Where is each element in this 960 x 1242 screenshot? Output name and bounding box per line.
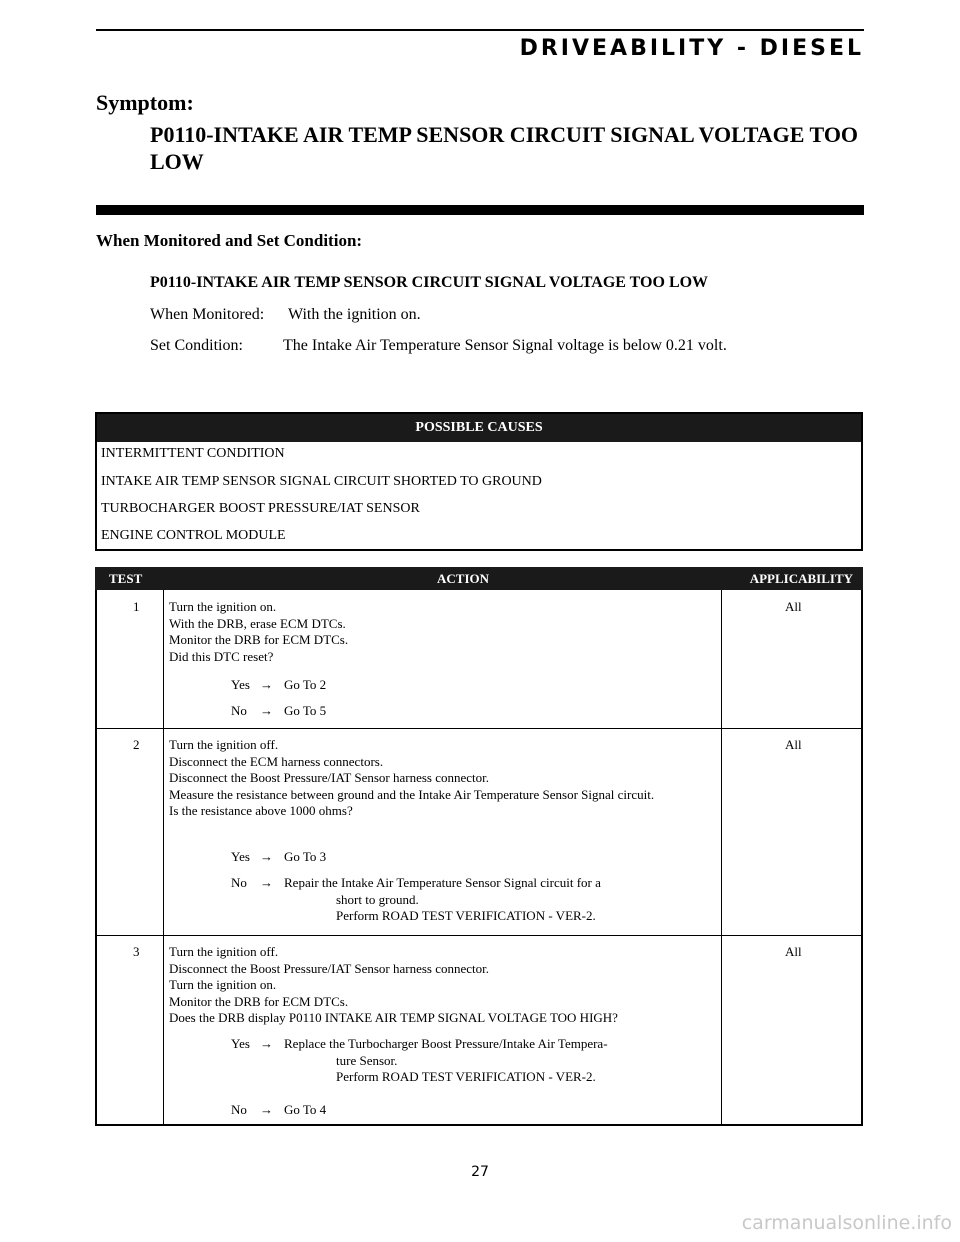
test-action-text — [169, 944, 717, 1027]
test-number: 1 — [133, 599, 140, 614]
yes-result-line: Perform ROAD TEST VERIFICATION - VER-2. — [336, 1069, 596, 1084]
cause-item: ENGINE CONTROL MODULE — [101, 528, 286, 543]
no-result — [284, 875, 709, 925]
action-line: Disconnect the Boost Pressure/IAT Sensor harness connector. — [169, 960, 490, 976]
condition-code-title: P0110-INTAKE AIR TEMP SENSOR CIRCUIT SIGNAL VOLTAGE TOO LOW — [150, 274, 709, 291]
test-action-text — [169, 737, 717, 820]
symptom-title: P0110-INTAKE AIR TEMP SENSOR CIRCUIT SIGNAL VOLTAGE TOO LOW — [150, 122, 859, 174]
applicability-value: All — [785, 944, 802, 959]
no-label: No — [231, 1102, 247, 1117]
possible-causes-heading: POSSIBLE CAUSES — [97, 414, 861, 442]
arrow-icon: → — [260, 1036, 273, 1051]
no-result: Go To 4 — [284, 1102, 327, 1117]
applicability-column-header: APPLICABILITY — [749, 571, 853, 586]
test-table — [95, 590, 863, 1126]
possible-causes-box — [95, 412, 863, 551]
monitored-heading: When Monitored and Set Condition: — [96, 231, 363, 250]
action-line: Did this DTC reset? — [169, 648, 274, 664]
test-action-text — [169, 599, 717, 665]
test-table-header — [95, 567, 863, 590]
no-result-line: Perform ROAD TEST VERIFICATION - VER-2. — [336, 908, 596, 923]
watermark: carmanualsonline.info — [741, 1212, 952, 1234]
action-line: Disconnect the ECM harness connectors. — [169, 753, 384, 769]
arrow-icon: → — [260, 703, 273, 718]
yes-result-line: Replace the Turbocharger Boost Pressure/Intake Air Tempera- — [284, 1036, 608, 1051]
action-line: Turn the ignition on. — [169, 977, 277, 992]
header-rule — [96, 29, 864, 31]
set-condition-value: The Intake Air Temperature Sensor Signal voltage is below 0.21 volt. — [283, 337, 727, 354]
no-result-line: Repair the Intake Air Temperature Sensor Signal circuit for a — [284, 875, 601, 890]
action-line: Monitor the DRB for ECM DTCs. — [169, 632, 349, 647]
when-monitored-label: When Monitored: — [150, 306, 265, 323]
cause-item: TURBOCHARGER BOOST PRESSURE/IAT SENSOR — [101, 501, 420, 516]
applicability-value: All — [785, 599, 802, 614]
yes-result — [284, 1036, 709, 1086]
action-line: Turn the ignition off. — [169, 944, 279, 959]
test-number: 3 — [133, 944, 140, 959]
yes-label: Yes — [231, 1036, 250, 1051]
no-label: No — [231, 703, 247, 718]
action-line: Turn the ignition on. — [169, 599, 277, 614]
no-result: Go To 5 — [284, 703, 327, 718]
arrow-icon: → — [260, 875, 273, 890]
arrow-icon: → — [260, 677, 273, 692]
yes-result-line: ture Sensor. — [336, 1052, 398, 1068]
yes-label: Yes — [231, 849, 250, 864]
action-line: With the DRB, erase ECM DTCs. — [169, 615, 346, 631]
cause-item: INTERMITTENT CONDITION — [101, 446, 285, 461]
action-line: Does the DRB display P0110 INTAKE AIR TEMP SIGNAL VOLTAGE TOO HIGH? — [169, 1010, 618, 1025]
arrow-icon: → — [260, 849, 273, 864]
section-divider — [96, 205, 864, 215]
cause-item: INTAKE AIR TEMP SENSOR SIGNAL CIRCUIT SHORTED TO GROUND — [101, 474, 542, 489]
action-line: Disconnect the Boost Pressure/IAT Sensor harness connector. — [169, 770, 490, 785]
row-divider — [97, 728, 861, 729]
action-line: Measure the resistance between ground and the Intake Air Temperature Sensor Signal circuit. — [169, 786, 655, 802]
page-number: 27 — [471, 1164, 489, 1180]
yes-result: Go To 2 — [284, 677, 327, 692]
action-line: Monitor the DRB for ECM DTCs. — [169, 993, 349, 1009]
when-monitored-value: With the ignition on. — [288, 306, 421, 323]
section-title: DRIVEABILITY - DIESEL — [519, 36, 864, 61]
set-condition-line — [150, 337, 727, 355]
no-label: No — [231, 875, 247, 890]
yes-result: Go To 3 — [284, 849, 327, 864]
action-line: Turn the ignition off. — [169, 737, 279, 752]
applicability-value: All — [785, 737, 802, 752]
no-result-line: short to ground. — [336, 891, 419, 907]
row-divider — [97, 935, 861, 936]
action-line: Is the resistance above 1000 ohms? — [169, 803, 353, 818]
column-divider — [163, 590, 164, 1124]
set-condition-label: Set Condition: — [150, 337, 243, 354]
when-monitored-line — [150, 306, 421, 324]
yes-label: Yes — [231, 677, 250, 692]
column-divider — [721, 590, 722, 1124]
arrow-icon: → — [260, 1102, 273, 1117]
test-column-header: TEST — [109, 571, 143, 586]
symptom-label: Symptom: — [96, 90, 194, 115]
action-column-header: ACTION — [437, 571, 490, 586]
test-number: 2 — [133, 737, 140, 752]
